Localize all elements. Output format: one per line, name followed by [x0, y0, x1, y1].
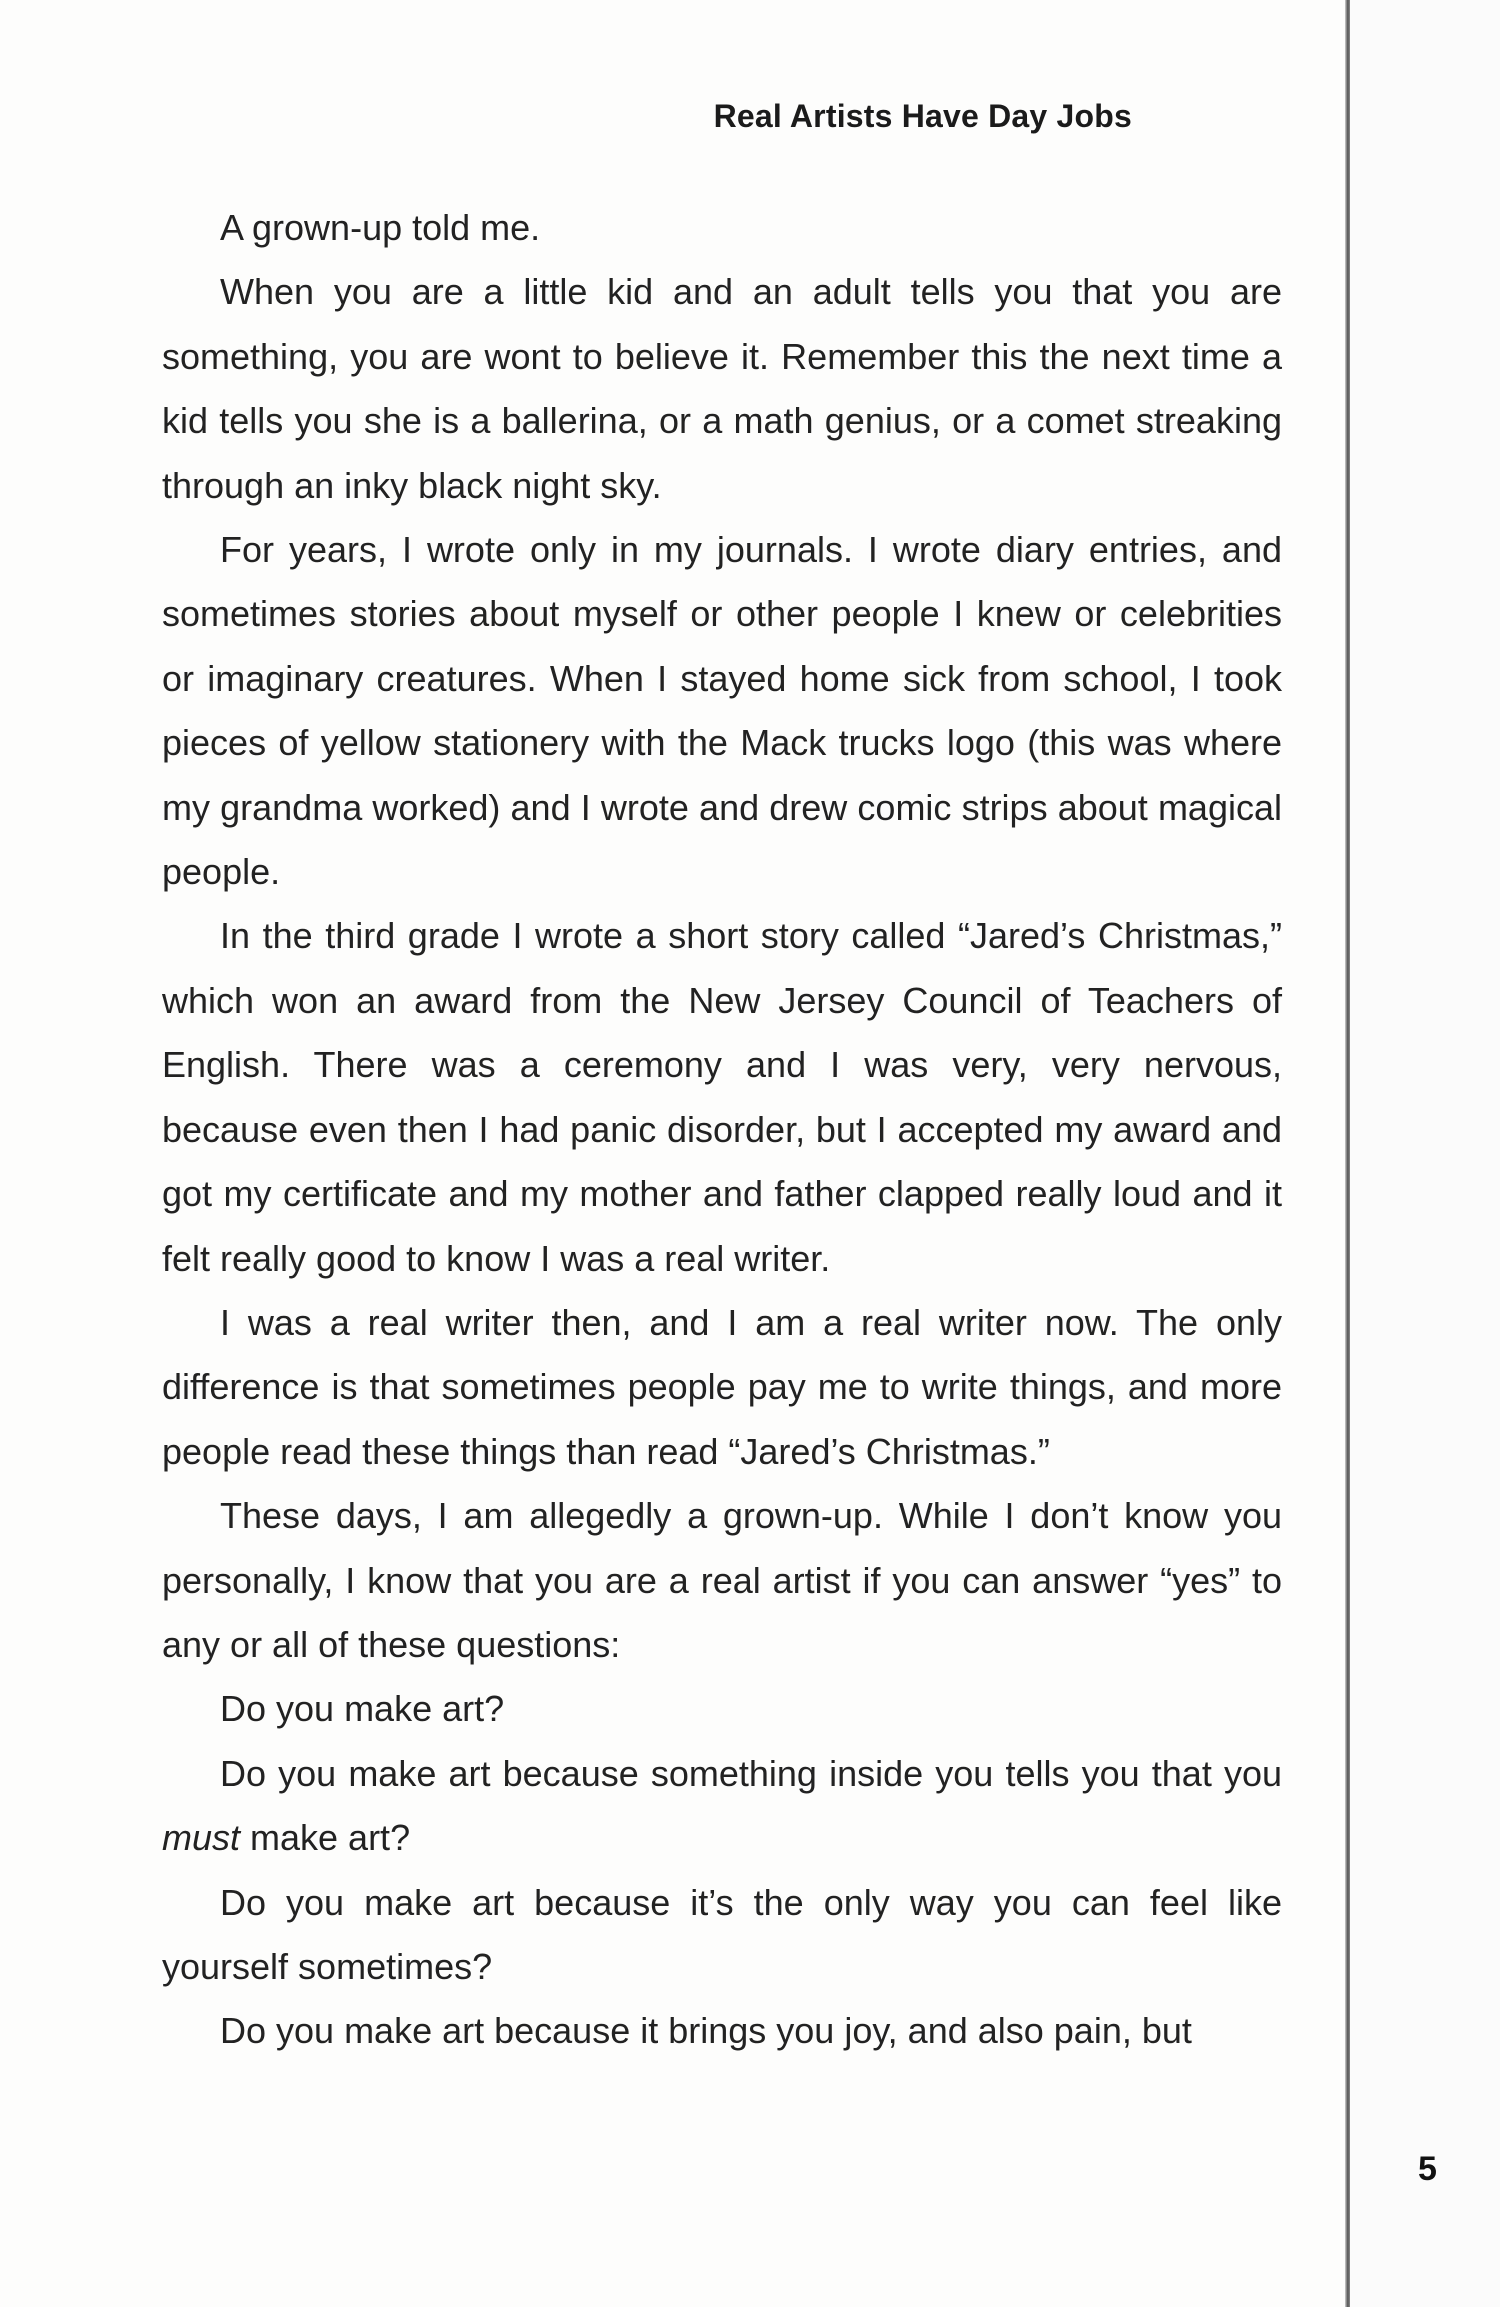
page-number: 5	[1418, 2150, 1437, 2188]
paragraph-2: When you are a little kid and an adult tells you that you are something, you are wont to believe it. Remember this the next time a kid tells you she is a ballerina, or a math genius, or a comet streaking through an inky black night sky.	[162, 271, 1282, 506]
page-margin	[1350, 0, 1500, 2307]
paragraph-4: In the third grade I wrote a short story called “Jared’s Christmas,” which won an award from the New Jersey Council of Teachers of English. There was a ceremony and I was very, very nervous, because even then I had panic disorder, but I accepted my award and got my certificate and my mother and father clapped really loud and it felt really good to know I was a real writer.	[162, 915, 1282, 1279]
paragraph-8	[162, 1742, 1282, 1871]
paragraph-6: These days, I am allegedly a grown-up. While I don’t know you personally, I know that you are a real artist if you can answer “yes” to any or all of these questions:	[162, 1495, 1282, 1665]
paragraph-8-text-after: make art?	[240, 1817, 411, 1859]
paragraph-1: A grown-up told me.	[220, 207, 541, 248]
paragraph-3: For years, I wrote only in my journals. I wrote diary entries, and sometimes stories about myself or other people I knew or celebrities or imaginary creatures. When I stayed home sick from school, I took pieces of yellow stationery with the Mack trucks logo (this was where my grandma worked) and I wrote and drew comic strips about magical people.	[162, 529, 1282, 893]
paragraph-10: Do you make art because it brings you joy, and also pain, but	[220, 2010, 1192, 2052]
running-head: Real Artists Have Day Jobs	[713, 98, 1132, 134]
body-text	[162, 196, 1282, 2064]
paragraph-7: Do you make art?	[220, 1688, 505, 1730]
paragraph-5: I was a real writer then, and I am a real writer now. The only difference is that sometimes people pay me to write things, and more people read these things than read “Jared’s Christmas.”	[162, 1301, 1282, 1472]
paragraph-8-emphasis: must	[162, 1817, 241, 1859]
paragraph-8-text-before: Do you make art because something inside you tells you that you	[220, 1752, 1282, 1794]
paragraph-9: Do you make art because it’s the only way you can feel like yourself sometimes?	[162, 1881, 1282, 1987]
